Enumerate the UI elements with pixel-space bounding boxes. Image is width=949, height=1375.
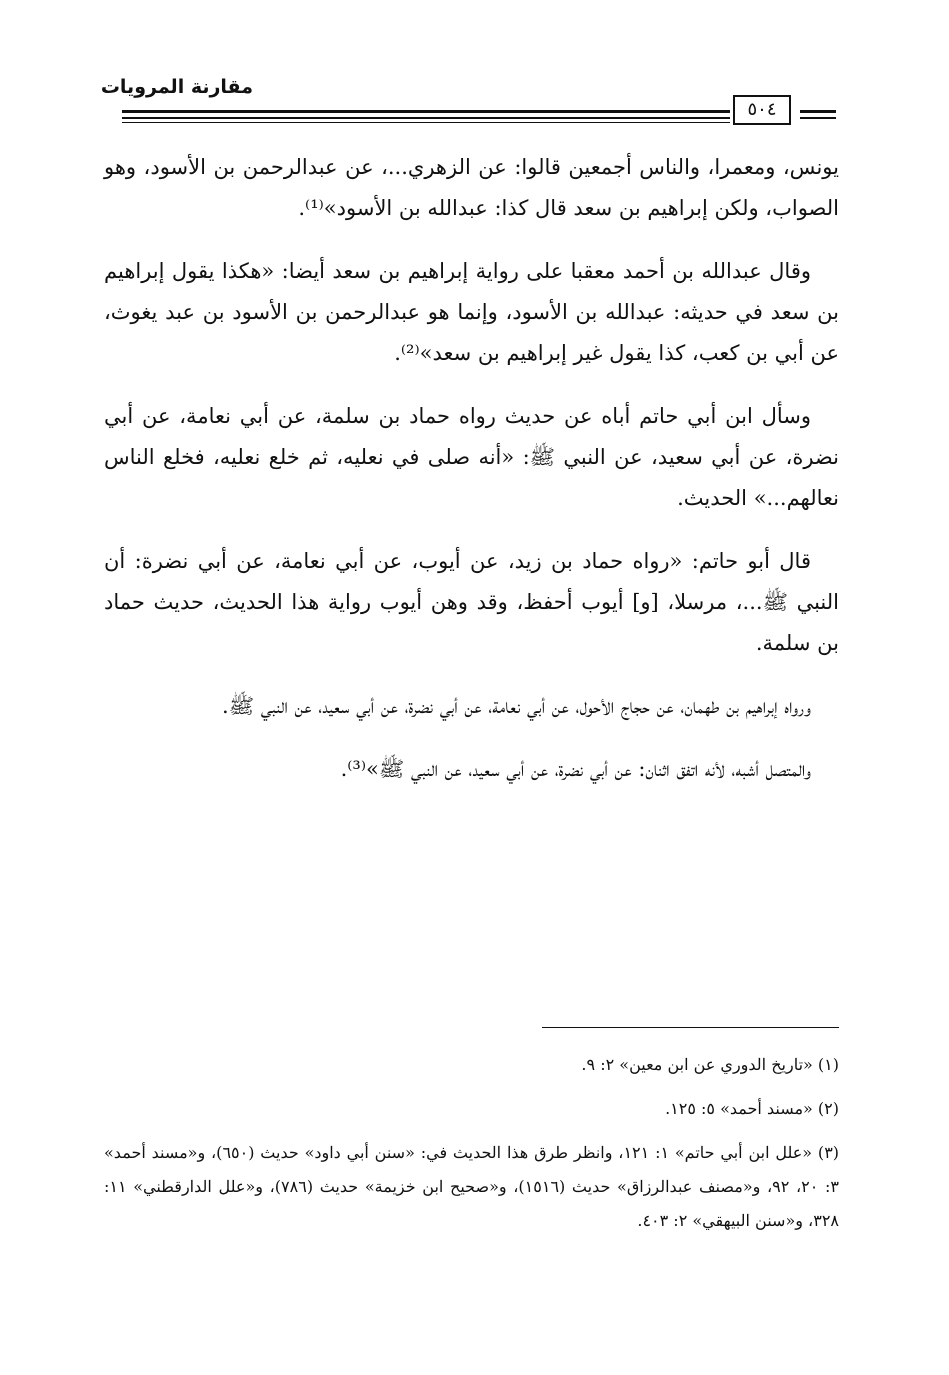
footnote: (٢) «مسند أحمد» ٥: ١٢٥. — [665, 1099, 839, 1118]
header-rule — [122, 122, 730, 123]
footnote: (١) «تاريخ الدوري عن ابن معين» ٢: ٩. — [581, 1055, 839, 1074]
header-rule-short — [800, 110, 836, 113]
page-number: ٥٠٤ — [733, 95, 791, 125]
header-rule — [122, 110, 730, 113]
header-rule — [122, 117, 730, 119]
paragraph: وقال عبدالله بن أحمد معقبا على رواية إبراهيم بن سعد أيضا: «هكذا يقول إبراهيم بن سعد في حديثه: عبدالله بن الأسود، وإنما هو عبدالرحمن بن الأسود بن عبد يغوث، عن أبي بن كعب، كذا يقول غير إبراهيم بن سعد»⁽²⁾. — [104, 259, 839, 365]
paragraph: يونس، ومعمرا، والناس أجمعين قالوا: عن الزهري...، عن عبدالرحمن بن الأسود، وهو الصواب، ولكن إبراهيم بن سعد قال كذا: عبدالله بن الأسود»⁽¹⁾. — [104, 155, 839, 220]
paragraph: والمتصل أشبه، لأنه اتفق اثنان: عن أبي نضرة، عن أبي سعيد، عن النبي ﷺ»⁽³⁾. — [340, 757, 811, 781]
footnotes — [104, 1048, 839, 1248]
paragraph: ورواه إبراهيم بن طهمان، عن حجاج الأحول، عن أبي نعامة، عن أبي نضرة، عن أبي سعيد، عن النبي ﷺ. — [222, 694, 811, 718]
main-text — [104, 147, 839, 812]
footnote-separator — [542, 1027, 839, 1028]
running-header-title: مقارنة المرويات — [100, 76, 253, 98]
header-rule-short — [800, 117, 836, 119]
footnote: (٣) «علل ابن أبي حاتم» ١: ١٢١، وانظر طرق هذا الحديث في: «سنن أبي داود» حديث (٦٥٠)، و«مسند أحمد» ٣: ٢٠، ٩٢، و«مصنف عبدالرزاق» حديث (١٥١٦)، و«صحيح ابن خزيمة» حديث (٧٨٦)، و«علل الدارقطني» ١١: ٣٢٨، و«سنن البيهقي» ٢: ٤٠٣. — [104, 1143, 840, 1230]
paragraph: قال أبو حاتم: «رواه حماد بن زيد، عن أيوب، عن أبي نعامة، عن أبي نضرة: أن النبي ﷺ...، مرسلا، [و] أيوب أحفظ، وقد وهن أيوب رواية هذا الحديث، حديث حماد بن سلمة. — [104, 549, 839, 655]
paragraph: وسأل ابن أبي حاتم أباه عن حديث رواه حماد بن سلمة، عن أبي نعامة، عن أبي نضرة، عن أبي سعيد، عن النبي ﷺ: «أنه صلى في نعليه، ثم خلع نعليه، فخلع الناس نعالهم...» الحديث. — [104, 404, 839, 510]
